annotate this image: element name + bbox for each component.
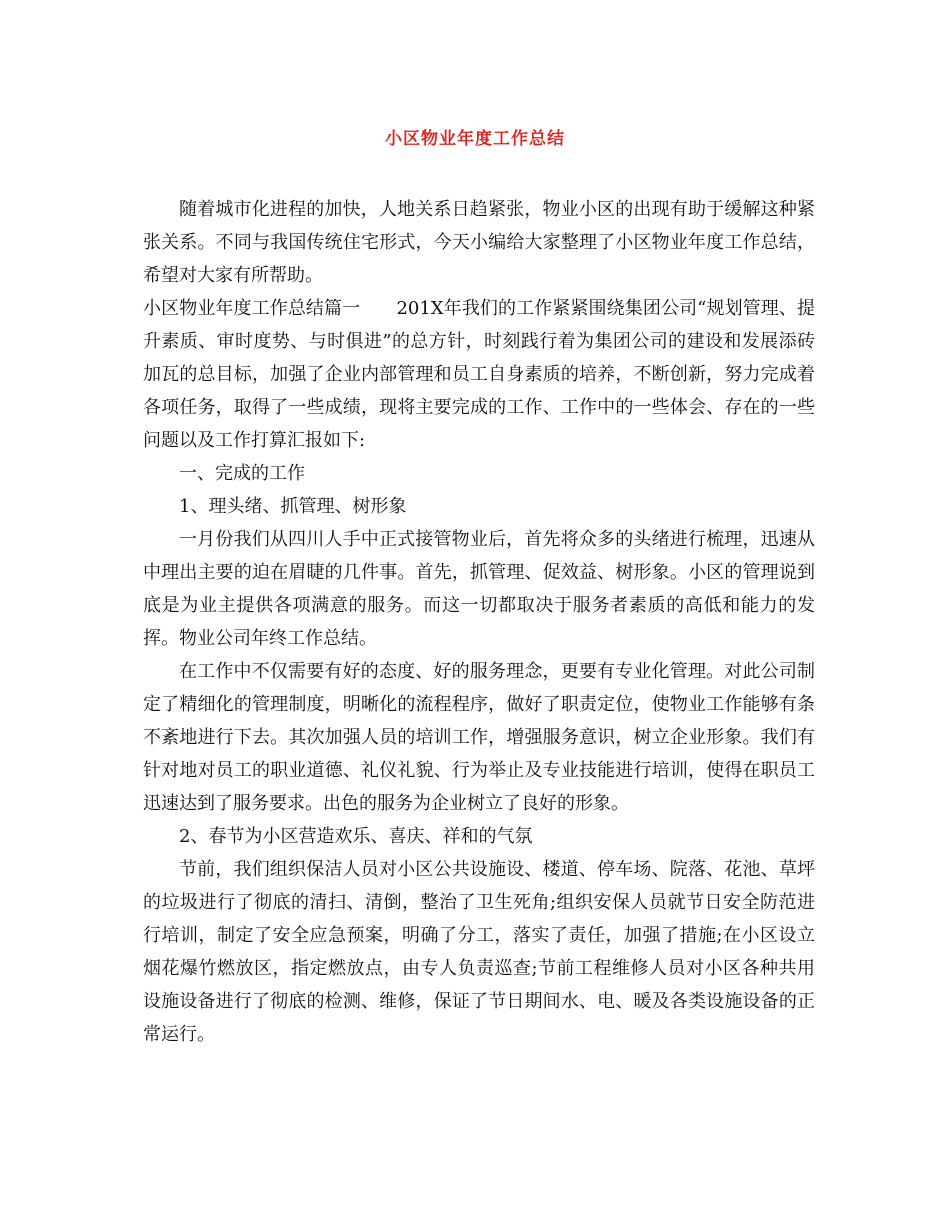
- page-title: 小区物业年度工作总结: [385, 129, 565, 149]
- subheading-management: 1、理头绪、抓管理、树形象: [179, 496, 407, 517]
- paragraph-festival-preparation: 节前，我们组织保洁人员对小区公共设施设、楼道、停车场、院落、花池、草坪的垃圾进行了彻底的清扫、清倒，整治了卫生死角;组织安保人员就节日安全防范进行培训，制定了安全应急预案，明确了分工，落实了责任，加强了措施;在小区设立烟花爆竹燃放区，指定燃放点，由专人负责巡查;节前工程维修人员对小区各种共用设施设备进行了彻底的检测、维修，保证了节日期间水、电、暖及各类设施设备的正常运行。: [143, 859, 815, 1045]
- section-heading-completed-work: 一、完成的工作: [179, 463, 305, 484]
- paragraph-intro: 随着城市化进程的加快，人地关系日趋紧张，物业小区的出现有助于缓解这种紧张关系。不同与我国传统住宅形式，今天小编给大家整理了小区物业年度工作总结，希望对大家有所帮助。: [143, 199, 815, 286]
- paragraph-professional-management: 在工作中不仅需要有好的态度、好的服务理念，更要有专业化管理。对此公司制定了精细化的管理制度，明晰化的流程程序，做好了职责定位，使物业工作能够有条不紊地进行下去。其次加强人员的培训工作，增强服务意识，树立企业形象。我们有针对地对员工的职业道德、礼仪礼貌、行为举止及专业技能进行培训，使得在职员工迅速达到了服务要求。出色的服务为企业树立了良好的形象。: [143, 661, 815, 814]
- paragraph-takeover: 一月份我们从四川人手中正式接管物业后，首先将众多的头绪进行梳理，迅速从中理出主要的迫在眉睫的几件事。首先，抓管理、促效益、树形象。小区的管理说到底是为业主提供各项满意的服务。而这一切都取决于服务者素质的高低和能力的发挥。物业公司年终工作总结。: [143, 529, 815, 649]
- subheading-spring-festival: 2、春节为小区营造欢乐、喜庆、祥和的气氛: [179, 826, 533, 847]
- paragraph-part-one: 小区物业年度工作总结篇一 201X年我们的工作紧紧围绕集团公司“规划管理、提升素质、审时度势、与时俱进”的总方针，时刻践行着为集团公司的建设和发展添砖加瓦的总目标，加强了企业内部管理和员工自身素质的培养，不断创新，努力完成着各项任务，取得了一些成绩，现将主要完成的工作、工作中的一些体会、存在的一些问题以及工作打算汇报如下:: [143, 298, 815, 451]
- document-body: [143, 193, 815, 1051]
